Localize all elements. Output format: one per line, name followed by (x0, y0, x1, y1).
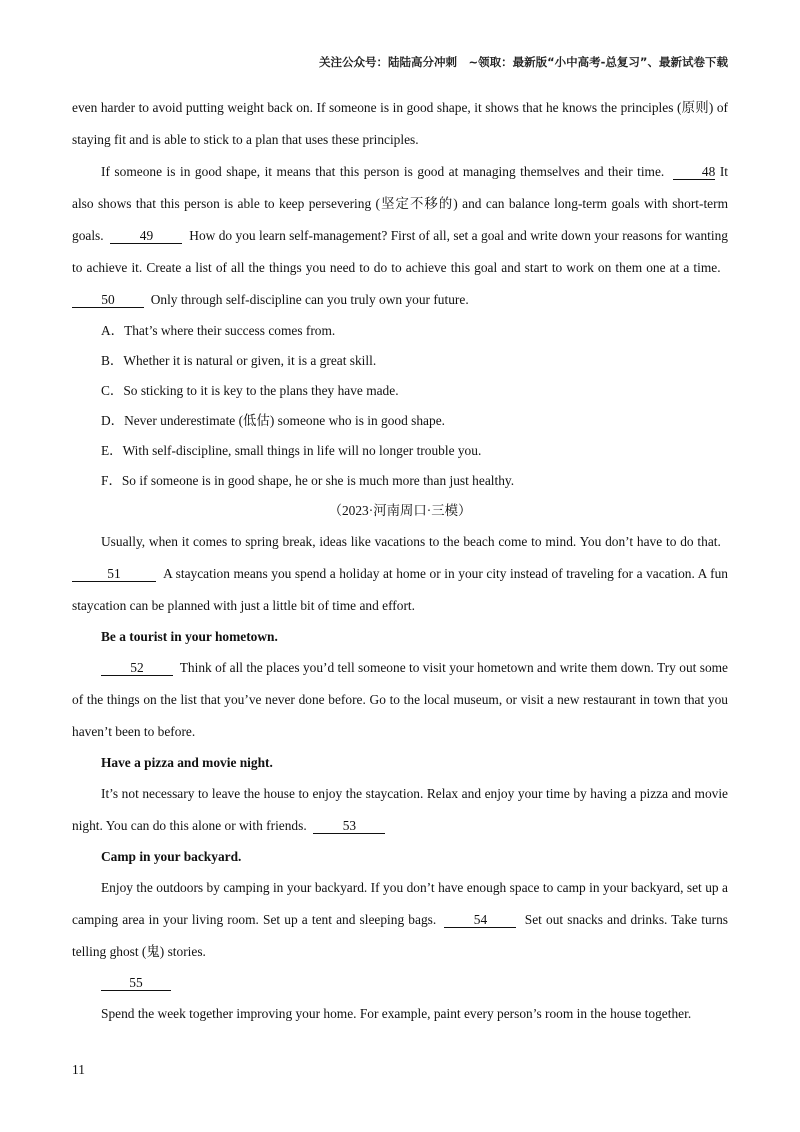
option-letter: F． (101, 473, 122, 488)
option-text: Whether it is natural or given, it is a great skill. (123, 353, 377, 368)
option-letter: B． (101, 353, 124, 368)
section-heading-pizza: Have a pizza and movie night. (101, 755, 273, 770)
option-letter: A． (101, 323, 125, 338)
text-segment: Think of all the places you’d tell someone to visit your hometown and write them down. Try out some of the things on the list that you’ve never done before. Go to the local museum, or visit a new restaurant in town that you haven’t been to before. (72, 660, 728, 739)
text-segment: Only through self-discipline can you truly own your future. (150, 292, 469, 307)
paragraph-self-management (72, 156, 728, 316)
text-segment: It’s not necessary to leave the house to enjoy the staycation. Relax and enjoy your time by having a pizza and movie night. You can do this alone or with friends. (72, 786, 728, 833)
option-letter: C． (101, 383, 124, 398)
option-text: So if someone is in good shape, he or she is much more than just healthy. (121, 473, 515, 488)
text-segment: How do you learn self-management? First of all, set a goal and write down your reasons for wanting to achieve it. Create a list of all the things you need to do to achieve this goal and start to work on them one at a time. (72, 228, 729, 275)
page-header: 关注公众号：陆陆高分冲刺 ~领取：最新版“小中高考-总复习”、最新试卷下载 (318, 55, 728, 69)
option-d (72, 406, 728, 436)
text-segment: Enjoy the outdoors by camping in your backyard. If you don’t have enough space to camp in your backyard, set up a camping area in your living room. Set up a tent and sleeping bags. (72, 880, 728, 927)
blank-54: 54 (444, 912, 516, 928)
option-text: With self-discipline, small things in life will no longer trouble you. (122, 443, 482, 458)
option-a (72, 316, 728, 346)
blank-52: 52 (101, 660, 173, 676)
option-b (72, 346, 728, 376)
blank-51: 51 (72, 566, 156, 582)
blank-49: 49 (110, 228, 182, 244)
paragraph-pizza (72, 778, 728, 842)
text-segment: A staycation means you spend a holiday at home or in your city instead of traveling for a vacation. A fun staycation can be planned with just a little bit of time and effort. (72, 566, 728, 613)
text-segment: Set out snacks and drinks. Take turns telling ghost (鬼) stories. (72, 912, 729, 959)
paragraph-improve-home: Spend the week together improving your home. For example, paint every person’s room in the house together. (101, 1006, 692, 1021)
section-heading-tourist: Be a tourist in your hometown. (101, 629, 278, 644)
paragraph-tourist (72, 652, 728, 748)
paragraph-intro (72, 526, 728, 622)
page-content (72, 92, 728, 1030)
page-number: 11 (72, 1062, 85, 1077)
option-text: Never underestimate (低估) someone who is in good shape. (124, 413, 445, 428)
option-text: That’s where their success comes from. (124, 323, 336, 338)
blank-50: 50 (72, 292, 144, 308)
section-heading-camp: Camp in your backyard. (101, 849, 242, 864)
text-segment: It also shows that this person is able to keep persevering (坚定不移的) and can balance long-term goals with short-term goals. (72, 164, 729, 243)
option-text: So sticking to it is key to the plans they have made. (123, 383, 399, 398)
paragraph-continuation: even harder to avoid putting weight back on. If someone is in good shape, it shows that he knows the principles (原则) of staying fit and is able to stick to a plan that uses these principles. (72, 100, 728, 147)
option-c (72, 376, 728, 406)
text-segment: Usually, when it comes to spring break, ideas like vacations to the beach come to mind. You don’t have to do that. (101, 534, 721, 549)
blank-55: 55 (101, 975, 171, 991)
source-label: （2023·河南周口·三模） (328, 503, 472, 518)
paragraph-camp (72, 872, 728, 968)
option-letter: D． (101, 413, 125, 428)
blank-48: 48 (673, 164, 715, 180)
option-e (72, 436, 728, 466)
option-f (72, 466, 728, 496)
blank-53: 53 (313, 818, 385, 834)
option-letter: E． (101, 443, 123, 458)
text-segment: If someone is in good shape, it means that this person is good at managing themselves and their time. (101, 164, 665, 179)
section-heading-blank-55 (72, 968, 728, 998)
